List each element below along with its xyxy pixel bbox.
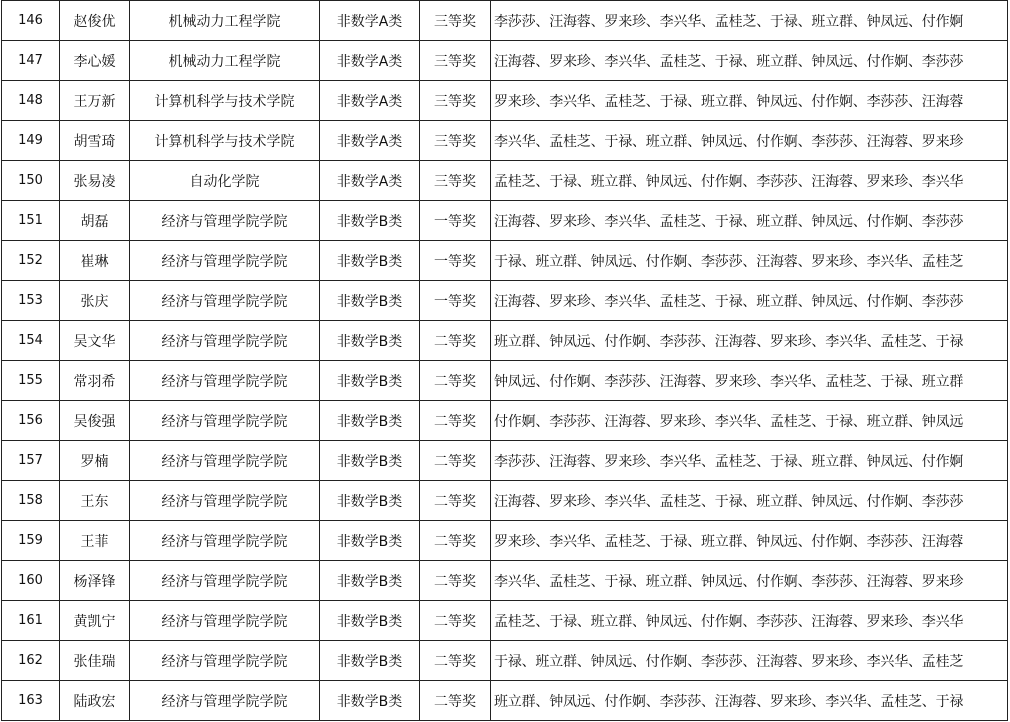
row-number-cell: 156 (2, 401, 60, 441)
award-cell: 三等奖 (420, 81, 491, 121)
category-cell: 非数学B类 (320, 361, 420, 401)
award-cell: 二等奖 (420, 561, 491, 601)
category-cell: 非数学A类 (320, 161, 420, 201)
award-cell: 一等奖 (420, 281, 491, 321)
award-cell: 三等奖 (420, 1, 491, 41)
college-cell: 经济与管理学院学院 (130, 641, 320, 681)
student-name-cell: 吴文华 (60, 321, 130, 361)
award-cell: 二等奖 (420, 401, 491, 441)
category-cell: 非数学B类 (320, 601, 420, 641)
college-cell: 经济与管理学院学院 (130, 481, 320, 521)
table-row (2, 481, 1008, 521)
advisors-cell: 孟桂芝、于禄、班立群、钟凤远、付作婀、李莎莎、汪海蓉、罗来珍、李兴华 (491, 161, 1008, 201)
row-number-cell: 163 (2, 681, 60, 721)
row-number-cell: 150 (2, 161, 60, 201)
row-number-cell: 154 (2, 321, 60, 361)
category-cell: 非数学A类 (320, 1, 420, 41)
student-name-cell: 黄凯宁 (60, 601, 130, 641)
row-number-cell: 149 (2, 121, 60, 161)
student-name-cell: 张庆 (60, 281, 130, 321)
award-cell: 三等奖 (420, 121, 491, 161)
student-name-cell: 王万新 (60, 81, 130, 121)
category-cell: 非数学A类 (320, 121, 420, 161)
student-name-cell: 张易凌 (60, 161, 130, 201)
college-cell: 计算机科学与技术学院 (130, 121, 320, 161)
table-row (2, 41, 1008, 81)
student-name-cell: 张佳瑞 (60, 641, 130, 681)
row-number-cell: 162 (2, 641, 60, 681)
row-number-cell: 159 (2, 521, 60, 561)
category-cell: 非数学B类 (320, 561, 420, 601)
advisors-cell: 汪海蓉、罗来珍、李兴华、孟桂芝、于禄、班立群、钟凤远、付作婀、李莎莎 (491, 201, 1008, 241)
category-cell: 非数学B类 (320, 681, 420, 721)
award-cell: 一等奖 (420, 201, 491, 241)
advisors-cell: 付作婀、李莎莎、汪海蓉、罗来珍、李兴华、孟桂芝、于禄、班立群、钟凤远 (491, 401, 1008, 441)
advisors-cell: 李兴华、孟桂芝、于禄、班立群、钟凤远、付作婀、李莎莎、汪海蓉、罗来珍 (491, 121, 1008, 161)
college-cell: 经济与管理学院学院 (130, 601, 320, 641)
college-cell: 经济与管理学院学院 (130, 681, 320, 721)
advisors-cell: 班立群、钟凤远、付作婀、李莎莎、汪海蓉、罗来珍、李兴华、孟桂芝、于禄 (491, 681, 1008, 721)
row-number-cell: 160 (2, 561, 60, 601)
student-name-cell: 赵俊优 (60, 1, 130, 41)
college-cell: 经济与管理学院学院 (130, 281, 320, 321)
college-cell: 机械动力工程学院 (130, 1, 320, 41)
college-cell: 自动化学院 (130, 161, 320, 201)
advisors-cell: 班立群、钟凤远、付作婀、李莎莎、汪海蓉、罗来珍、李兴华、孟桂芝、于禄 (491, 321, 1008, 361)
table-row (2, 121, 1008, 161)
student-name-cell: 杨泽锋 (60, 561, 130, 601)
table-row (2, 401, 1008, 441)
category-cell: 非数学B类 (320, 521, 420, 561)
award-cell: 二等奖 (420, 601, 491, 641)
table-row (2, 281, 1008, 321)
advisors-cell: 李莎莎、汪海蓉、罗来珍、李兴华、孟桂芝、于禄、班立群、钟凤远、付作婀 (491, 441, 1008, 481)
college-cell: 经济与管理学院学院 (130, 561, 320, 601)
table-row (2, 1, 1008, 41)
advisors-cell: 汪海蓉、罗来珍、李兴华、孟桂芝、于禄、班立群、钟凤远、付作婀、李莎莎 (491, 281, 1008, 321)
table-row (2, 241, 1008, 281)
college-cell: 经济与管理学院学院 (130, 401, 320, 441)
row-number-cell: 151 (2, 201, 60, 241)
table-row (2, 601, 1008, 641)
student-name-cell: 陆政宏 (60, 681, 130, 721)
table-row (2, 681, 1008, 721)
college-cell: 经济与管理学院学院 (130, 361, 320, 401)
category-cell: 非数学B类 (320, 321, 420, 361)
college-cell: 机械动力工程学院 (130, 41, 320, 81)
row-number-cell: 158 (2, 481, 60, 521)
college-cell: 经济与管理学院学院 (130, 241, 320, 281)
student-name-cell: 李心媛 (60, 41, 130, 81)
student-name-cell: 胡雪琦 (60, 121, 130, 161)
college-cell: 经济与管理学院学院 (130, 521, 320, 561)
advisors-cell: 汪海蓉、罗来珍、李兴华、孟桂芝、于禄、班立群、钟凤远、付作婀、李莎莎 (491, 41, 1008, 81)
advisors-cell: 孟桂芝、于禄、班立群、钟凤远、付作婀、李莎莎、汪海蓉、罗来珍、李兴华 (491, 601, 1008, 641)
category-cell: 非数学A类 (320, 41, 420, 81)
row-number-cell: 157 (2, 441, 60, 481)
row-number-cell: 153 (2, 281, 60, 321)
category-cell: 非数学A类 (320, 81, 420, 121)
table-row (2, 201, 1008, 241)
table-row (2, 641, 1008, 681)
table-row (2, 81, 1008, 121)
award-cell: 二等奖 (420, 321, 491, 361)
table-row (2, 321, 1008, 361)
student-name-cell: 崔琳 (60, 241, 130, 281)
advisors-cell: 于禄、班立群、钟凤远、付作婀、李莎莎、汪海蓉、罗来珍、李兴华、孟桂芝 (491, 241, 1008, 281)
student-name-cell: 王东 (60, 481, 130, 521)
award-cell: 三等奖 (420, 161, 491, 201)
advisors-cell: 于禄、班立群、钟凤远、付作婀、李莎莎、汪海蓉、罗来珍、李兴华、孟桂芝 (491, 641, 1008, 681)
category-cell: 非数学B类 (320, 281, 420, 321)
category-cell: 非数学B类 (320, 641, 420, 681)
awards-table (1, 0, 1008, 721)
student-name-cell: 常羽希 (60, 361, 130, 401)
advisors-cell: 汪海蓉、罗来珍、李兴华、孟桂芝、于禄、班立群、钟凤远、付作婀、李莎莎 (491, 481, 1008, 521)
table-row (2, 441, 1008, 481)
table-row (2, 361, 1008, 401)
category-cell: 非数学B类 (320, 241, 420, 281)
advisors-cell: 钟凤远、付作婀、李莎莎、汪海蓉、罗来珍、李兴华、孟桂芝、于禄、班立群 (491, 361, 1008, 401)
advisors-cell: 罗来珍、李兴华、孟桂芝、于禄、班立群、钟凤远、付作婀、李莎莎、汪海蓉 (491, 81, 1008, 121)
student-name-cell: 罗楠 (60, 441, 130, 481)
row-number-cell: 148 (2, 81, 60, 121)
row-number-cell: 161 (2, 601, 60, 641)
category-cell: 非数学B类 (320, 401, 420, 441)
advisors-cell: 李莎莎、汪海蓉、罗来珍、李兴华、孟桂芝、于禄、班立群、钟凤远、付作婀 (491, 1, 1008, 41)
award-cell: 二等奖 (420, 361, 491, 401)
table-row (2, 161, 1008, 201)
table-row (2, 521, 1008, 561)
student-name-cell: 胡磊 (60, 201, 130, 241)
category-cell: 非数学B类 (320, 201, 420, 241)
college-cell: 计算机科学与技术学院 (130, 81, 320, 121)
college-cell: 经济与管理学院学院 (130, 201, 320, 241)
advisors-cell: 李兴华、孟桂芝、于禄、班立群、钟凤远、付作婀、李莎莎、汪海蓉、罗来珍 (491, 561, 1008, 601)
student-name-cell: 吴俊强 (60, 401, 130, 441)
advisors-cell: 罗来珍、李兴华、孟桂芝、于禄、班立群、钟凤远、付作婀、李莎莎、汪海蓉 (491, 521, 1008, 561)
award-cell: 二等奖 (420, 521, 491, 561)
award-cell: 一等奖 (420, 241, 491, 281)
row-number-cell: 152 (2, 241, 60, 281)
row-number-cell: 147 (2, 41, 60, 81)
table-row (2, 561, 1008, 601)
college-cell: 经济与管理学院学院 (130, 321, 320, 361)
award-cell: 二等奖 (420, 641, 491, 681)
category-cell: 非数学B类 (320, 481, 420, 521)
student-name-cell: 王菲 (60, 521, 130, 561)
row-number-cell: 155 (2, 361, 60, 401)
row-number-cell: 146 (2, 1, 60, 41)
award-cell: 三等奖 (420, 41, 491, 81)
award-cell: 二等奖 (420, 681, 491, 721)
awards-table-body (2, 1, 1008, 721)
college-cell: 经济与管理学院学院 (130, 441, 320, 481)
award-cell: 二等奖 (420, 441, 491, 481)
award-cell: 二等奖 (420, 481, 491, 521)
category-cell: 非数学B类 (320, 441, 420, 481)
